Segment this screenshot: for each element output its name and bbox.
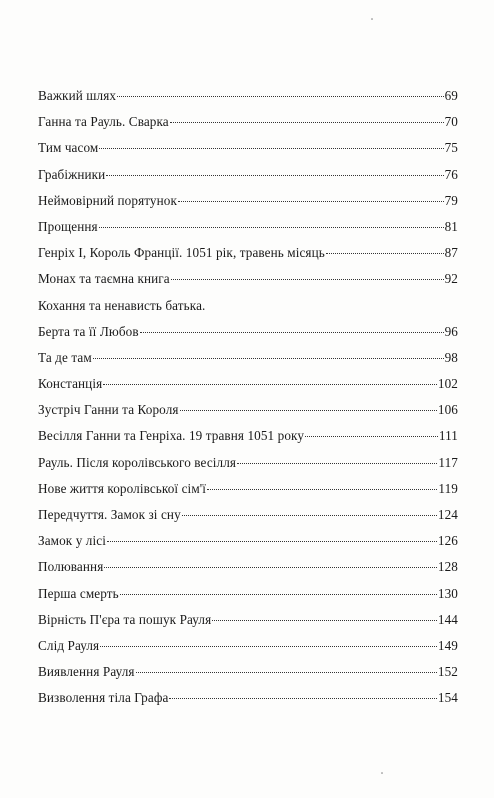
toc-entry[interactable] [38,559,458,585]
dot-leader [212,620,437,621]
toc-entry[interactable] [38,638,458,664]
toc-entry-title: Вірність П'єра та пошук Рауля [38,611,212,627]
table-of-contents [38,88,458,717]
toc-entry-page: 144 [437,611,458,627]
toc-entry-title: Важкий шлях [38,88,117,103]
toc-entry-page: 87 [444,245,458,261]
toc-entry-page: 81 [444,218,458,234]
toc-entry-page: 96 [444,323,458,339]
toc-entry-page: 69 [444,88,458,103]
toc-entry-title: Грабіжники [38,166,106,182]
toc-entry-title: Рауль. Після королівського весілля [38,454,237,470]
toc-entry-title: Генріх І, Король Франції. 1051 рік, травень місяць [38,245,325,261]
toc-entry-page: 130 [437,585,458,601]
dot-leader [117,96,444,97]
toc-entry-title: Монах та таємна книга [38,271,170,287]
toc-entry-title: Кохання та ненависть батька. [38,297,206,313]
dot-leader [180,410,437,411]
toc-entry[interactable] [38,140,458,166]
toc-entry[interactable] [38,167,458,193]
toc-entry[interactable] [38,455,458,481]
toc-entry-title: Берта та її Любов [38,323,139,339]
toc-entry[interactable] [38,481,458,507]
toc-entry-page: 124 [437,507,458,522]
toc-entry-page: 126 [437,533,458,549]
toc-entry-page: 149 [437,637,458,653]
toc-entry-title: Весілля Ганни та Генріха. 19 травня 1051 року [38,428,305,444]
dot-leader [93,358,444,359]
toc-entry[interactable] [38,298,458,324]
toc-entry[interactable] [38,245,458,271]
toc-entry-page: 76 [444,166,458,182]
dot-leader [178,201,444,202]
dot-leader [305,436,438,437]
toc-entry[interactable] [38,376,458,402]
dot-leader [140,332,444,333]
toc-entry-page: 152 [437,664,458,680]
toc-entry[interactable] [38,533,458,559]
dot-leader [326,253,444,254]
toc-entry[interactable] [38,612,458,638]
toc-entry-title: Полювання [38,559,104,575]
toc-entry-title: Визволення тіла Графа [38,690,169,706]
dot-leader [106,175,443,176]
toc-entry-page: 98 [444,349,458,365]
toc-entry-title: Неймовірний порятунок [38,192,177,208]
toc-entry-page: 92 [444,271,458,287]
dot-leader [170,122,444,123]
toc-entry-title: Замок у лісі [38,533,106,549]
dot-leader [103,384,437,385]
toc-entry[interactable] [38,586,458,612]
dot-leader [136,672,437,673]
dot-leader [120,594,437,595]
dot-leader [107,541,437,542]
toc-entry[interactable] [38,193,458,219]
toc-entry[interactable] [38,114,458,140]
toc-entry-page: 106 [437,402,458,418]
toc-entry[interactable] [38,271,458,297]
toc-entry-title: Зустріч Ганни та Короля [38,402,179,418]
toc-entry[interactable] [38,88,458,114]
dot-leader [182,515,437,516]
toc-entry-title: Передчуття. Замок зі сну [38,507,181,522]
toc-entry-title: Констанція [38,376,103,392]
toc-entry[interactable] [38,219,458,245]
dot-leader [100,646,437,647]
toc-entry-title: Ганна та Рауль. Сварка [38,114,169,130]
toc-entry[interactable] [38,507,458,533]
toc-entry[interactable] [38,428,458,454]
dot-leader [171,279,444,280]
paper-speck [371,18,373,20]
dot-leader [104,567,437,568]
dot-leader [207,489,437,490]
toc-entry-title: Та де там [38,349,92,365]
toc-entry-title: Прощення [38,218,98,234]
dot-leader [169,698,436,699]
paper-speck [381,772,383,774]
toc-entry[interactable] [38,324,458,350]
toc-entry-page: 111 [438,428,458,444]
toc-entry-page: 70 [444,114,458,130]
dot-leader [99,148,443,149]
toc-entry-page: 79 [444,192,458,208]
dot-leader [99,227,444,228]
toc-entry-page: 154 [437,690,458,706]
toc-entry[interactable] [38,402,458,428]
dot-leader [237,463,437,464]
toc-entry-title: Нове життя королівської сім'ї [38,480,206,496]
toc-entry-title: Тим часом [38,140,99,156]
toc-entry-page: 119 [438,480,458,496]
toc-entry[interactable] [38,350,458,376]
toc-entry-page: 117 [438,454,458,470]
toc-entry-page: 102 [437,376,458,392]
toc-entry-page: 128 [437,559,458,575]
toc-entry-title: Слід Рауля [38,637,100,653]
toc-entry[interactable] [38,664,458,690]
toc-entry[interactable] [38,690,458,716]
toc-entry-page: 75 [444,140,458,156]
toc-entry-title: Виявлення Рауля [38,664,135,680]
toc-entry-title: Перша смерть [38,585,119,601]
